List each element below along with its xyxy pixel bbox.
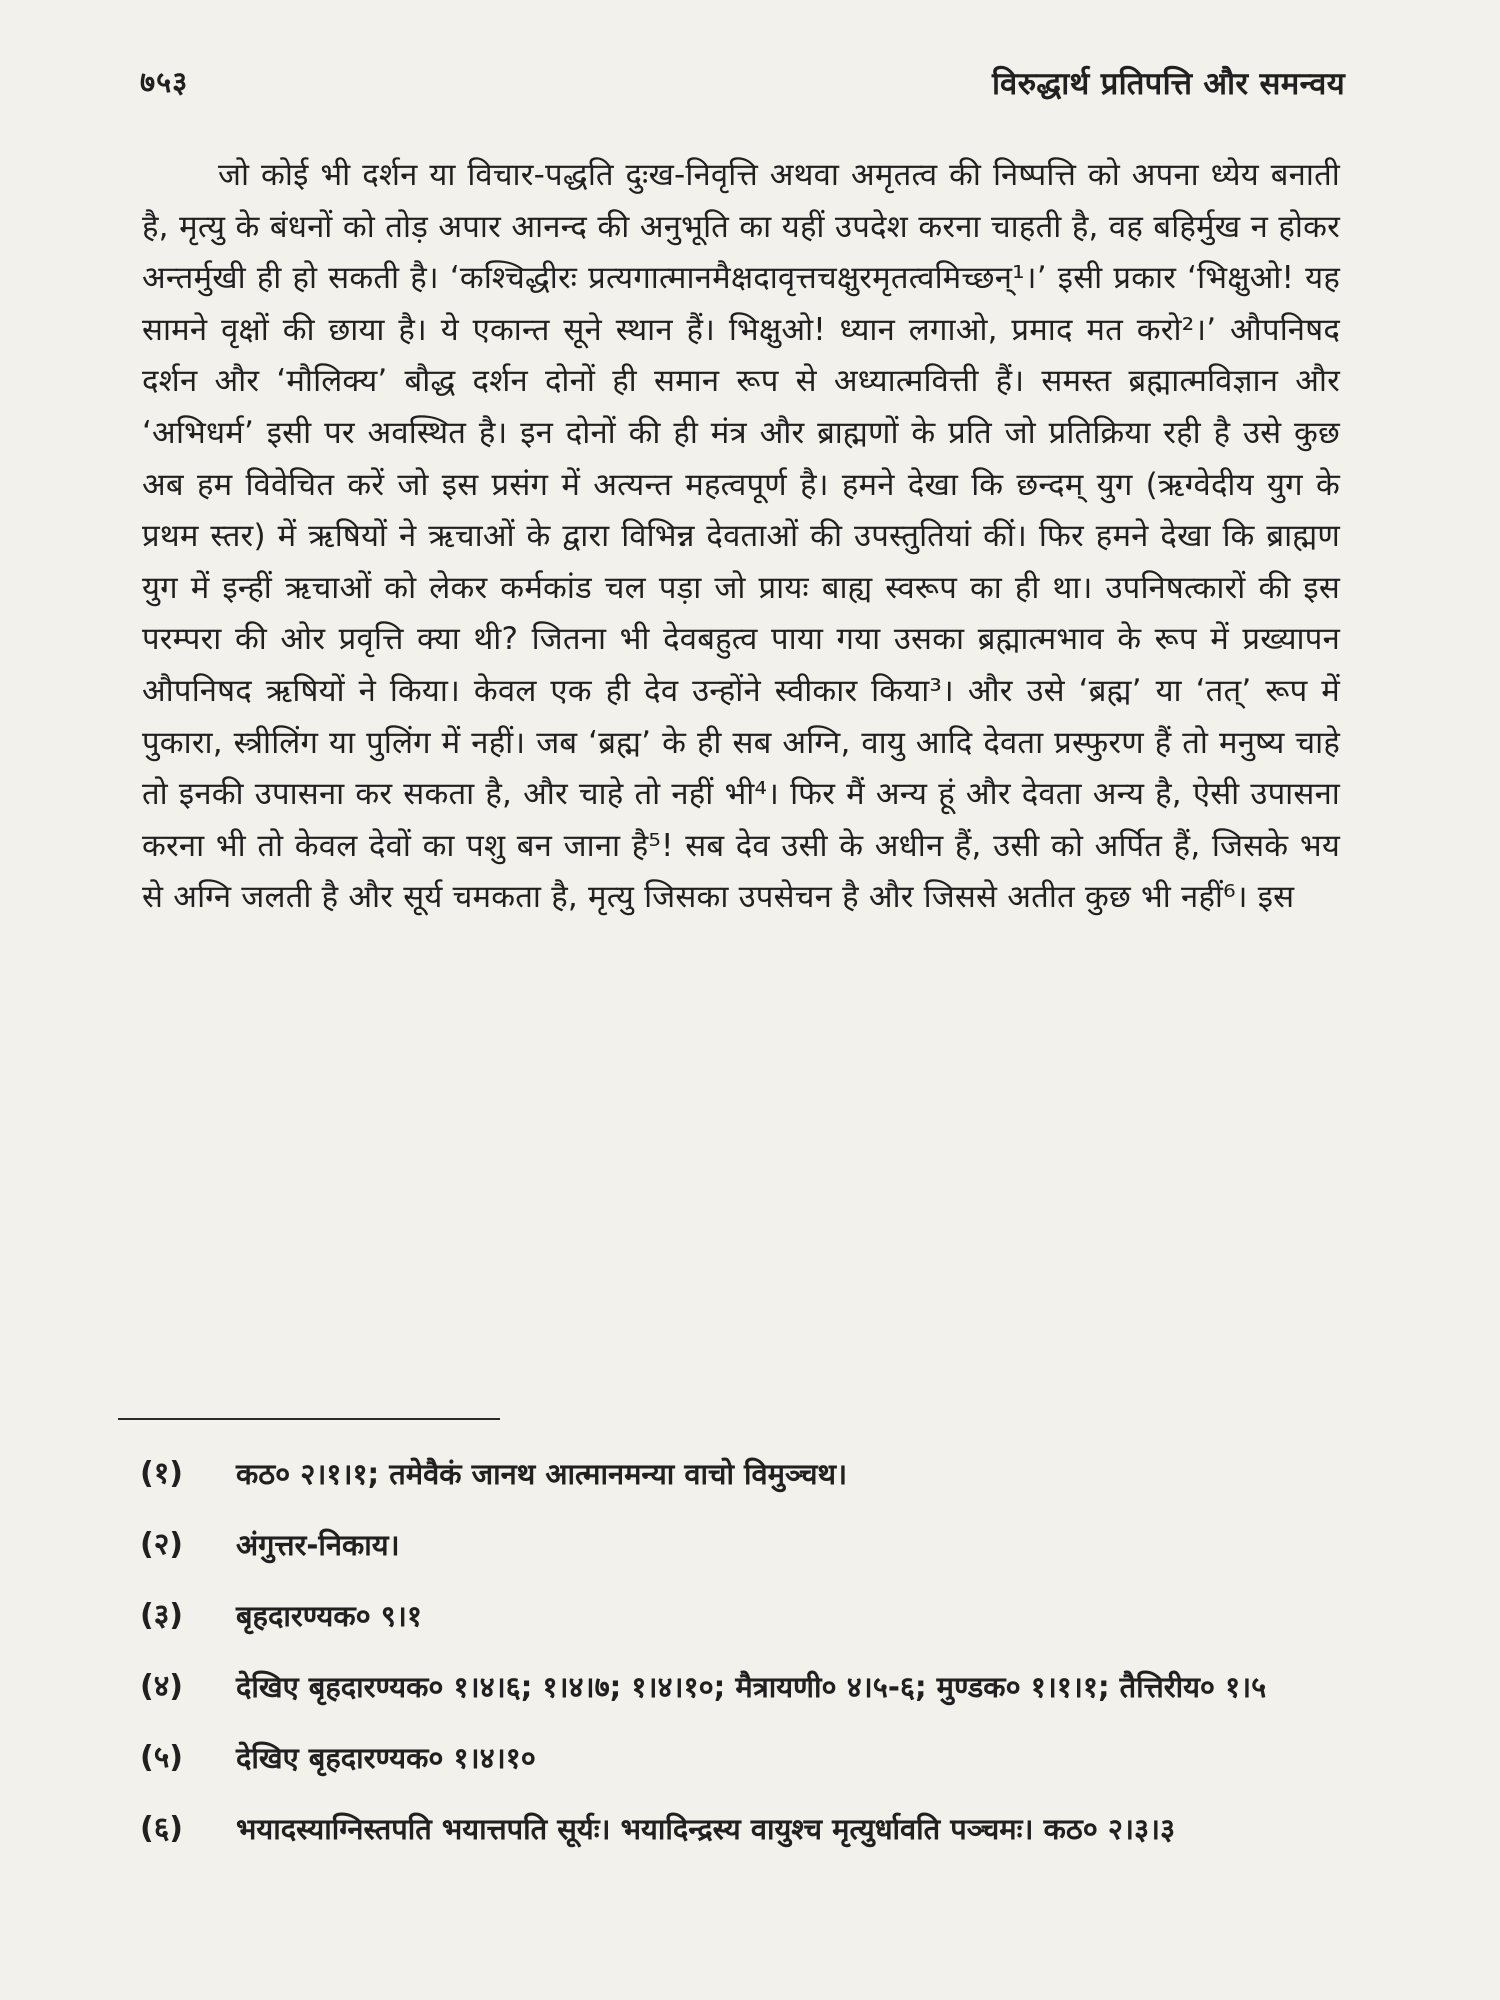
footnote-text: कठ० २।१।१; तमेवैकं जानथ आत्मानमन्या वाचो विमुञ्चथ। (236, 1457, 848, 1491)
footnote-6 (140, 1801, 1355, 1857)
footnote-text: देखिए बृहदारण्यक० १।४।१० (236, 1741, 536, 1775)
footnote-divider (118, 1418, 500, 1420)
footnote-number: (२) (140, 1527, 184, 1562)
footnotes-list (140, 1446, 1355, 1872)
footnote-number: (१) (140, 1456, 184, 1491)
footnote-4 (140, 1659, 1355, 1715)
footnote-text: बृहदारण्यक० ९।१ (236, 1599, 422, 1633)
footnote-text: अंगुत्तर-निकाय। (236, 1528, 400, 1562)
page-header (140, 62, 1345, 114)
footnote-number: (३) (140, 1598, 184, 1633)
footnote-text: भयादस्याग्निस्तपति भयात्तपति सूर्यः। भयादिन्द्रस्य वायुश्च मृत्युर्धावति पञ्चमः। कठ० २।३।३ (236, 1812, 1176, 1846)
footnote-number: (४) (140, 1669, 184, 1704)
running-title: विरुद्धार्थ प्रतिपत्ति और समन्वय (992, 66, 1345, 102)
main-paragraph: जो कोई भी दर्शन या विचार-पद्धति दुःख-निवृत्ति अथवा अमृतत्व की निष्पत्ति को अपना ध्येय बनाती है, मृत्यु के बंधनों को तोड़ अपार आनन्द की अनुभूति का यहीं उपदेश करना चाहती है, वह बहिर्मुख न होकर अन्तर्मुखी ही हो सकती है। ‘कश्चिद्धीरः प्रत्यगात्मानमैक्षदावृत्तचक्षुरमृतत्वमिच्छन्¹।’ इसी प्रकार ‘भिक्षुओ! यह सामने वृक्षों की छाया है। ये एकान्त सूने स्थान हैं। भिक्षुओ! ध्यान लगाओ, प्रमाद मत करो²।’ औपनिषद दर्शन और ‘मौलिक्य’ बौद्ध दर्शन दोनों ही समान रूप से अध्यात्मवित्ती हैं। समस्त ब्रह्मात्मविज्ञान और ‘अभिधर्म’ इसी पर अवस्थित है। इन दोनों की ही मंत्र और ब्राह्मणों के प्रति जो प्रतिक्रिया रही है उसे कुछ अब हम विवेचित करें जो इस प्रसंग में अत्यन्त महत्वपूर्ण है। हमने देखा कि छन्दम् युग (ऋग्वेदीय युग के प्रथम स्तर) में ऋषियों ने ऋचाओं के द्वारा विभिन्न देवताओं की उपस्तुतियां कीं। फिर हमने देखा कि ब्राह्मण युग में इन्हीं ऋचाओं को लेकर कर्मकांड चल पड़ा जो प्रायः बाह्य स्वरूप का ही था। उपनिषत्कारों की इस परम्परा की ओर प्रवृत्ति क्या थी? जितना भी देवबहुत्व पाया गया उसका ब्रह्मात्मभाव के रूप में प्रख्यापन औपनिषद ऋषियों ने किया। केवल एक ही देव उन्होंने स्वीकार किया³। और उसे ‘ब्रह्म’ या ‘तत्’ रूप में पुकारा, स्त्रीलिंग या पुलिंग में नहीं। जब ‘ब्रह्म’ के ही सब अग्नि, वायु आदि देवता प्रस्फुरण हैं तो मनुष्य चाहे तो इनकी उपासना कर सकता है, और चाहे तो नहीं भी⁴। फिर मैं अन्य हूं और देवता अन्य है, ऐसी उपासना करना भी तो केवल देवों का पशु बन जाना है⁵! सब देव उसी के अधीन हैं, उसी को अर्पित हैं, जिसके भय से अग्नि जलती है और सूर्य चमकता है, मृत्यु जिसका उपसेचन है और जिससे अतीत कुछ भी नहीं⁶। इस (142, 157, 1340, 916)
footnote-text: देखिए बृहदारण्यक० १।४।६; १।४।७; १।४।१०; मैत्रायणी० ४।५-६; मुण्डक० १।१।१; तैत्तिरीय० १।५ (236, 1670, 1267, 1704)
footnote-2 (140, 1517, 1355, 1573)
footnote-5 (140, 1730, 1355, 1786)
footnote-number: (६) (140, 1811, 184, 1846)
page-number: ७५३ (140, 65, 189, 99)
footnote-number: (५) (140, 1740, 184, 1775)
footnote-1 (140, 1446, 1355, 1502)
footnote-3 (140, 1588, 1355, 1644)
